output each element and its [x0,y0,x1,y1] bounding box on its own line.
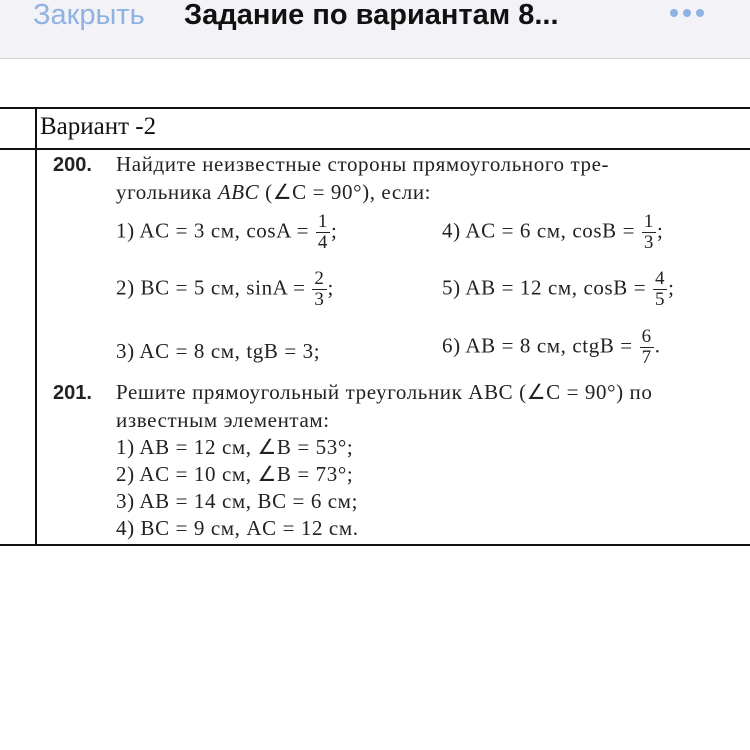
dot [696,9,704,17]
task-201-item-4: 4) BC = 9 см, AC = 12 см. [116,516,359,540]
top-bar [0,0,750,59]
task-200-number: 200. [53,154,92,176]
task-200-item-1: 1) AC = 3 см, cosA = $\frac{1}{4}$ ; [116,211,338,253]
dot [683,9,691,17]
task-201-item-2: 2) AC = 10 см, ∠B = 73°; [116,462,354,486]
task-200-item-6: 6) AB = 8 см, ctgB = $\frac{6}{7}$ . [442,326,661,368]
task-201-intro-line2: известным элементам: [116,408,330,432]
task-200-item-4: 4) AC = 6 см, cosB = $\frac{1}{3}$ ; [442,211,664,253]
variant-label: Вариант -2 [40,113,157,140]
task-201-number: 201. [53,382,92,404]
more-options-icon[interactable] [670,4,710,22]
task-200-item-3: 3) AC = 8 см, tgB = 3; [116,339,321,363]
fraction: $\frac{1}{4}$ [317,211,329,253]
task-201-intro-line1: Решите прямоугольный треугольник ABC (∠C = 90°) по [116,380,653,404]
task-200-item-2: 2) BC = 5 см, sinA = $\frac{2}{3}$ ; [116,268,334,310]
table-header-divider [0,148,750,150]
task-201-item-3: 3) AB = 14 см, BC = 6 см; [116,489,359,513]
fraction: $\frac{2}{3}$ [314,268,325,310]
table-column-divider [35,107,37,546]
fraction: $\frac{6}{7}$ [641,326,652,368]
task-200-intro-line1: Найдите неизвестные стороны прямоугольного тре- [116,152,610,176]
fraction: $\frac{4}{5}$ [655,268,666,310]
task-200-item-5: 5) AB = 12 см, cosB = $\frac{4}{5}$ ; [442,268,675,310]
close-button[interactable]: Закрыть [33,0,145,31]
table-top-border [0,107,750,109]
fraction: $\frac{1}{3}$ [643,211,655,253]
document-title: Задание по вариантам 8... [184,0,559,31]
task-201-item-1: 1) AB = 12 см, ∠B = 53°; [116,435,354,459]
document-table [0,107,750,546]
task-200-intro-line2: угольника ABC (∠C = 90°), если: [116,180,432,204]
dot [670,9,678,17]
table-bottom-border [0,544,750,546]
